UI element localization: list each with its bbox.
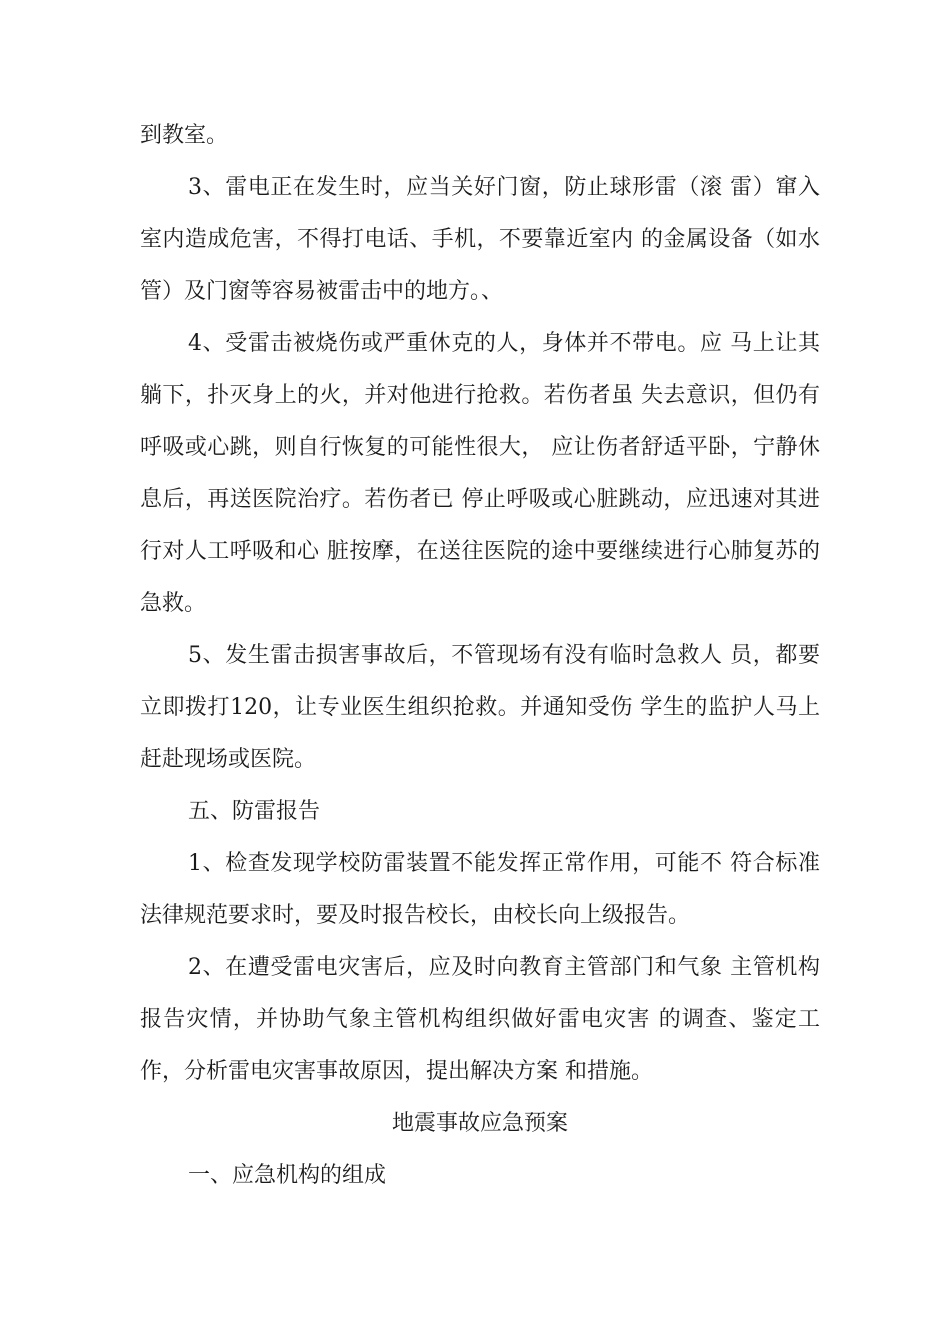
section-heading: 五、防雷报告 <box>188 799 321 824</box>
subheading: 一、应急机构的组成 <box>188 1163 387 1188</box>
paragraph-item-5: 5、发生雷击损害事故后，不管现场有没有临时急救人 员，都要立即拨打120，让专业医生组织抢救。并通知受伤 学生的监护人马上赶赴现场或医院。 <box>140 643 820 772</box>
paragraph-item-4: 4、受雷击被烧伤或严重休克的人，身体并不带电。应 马上让其躺下，扑灭身上的火，并对他进行抢救。若伤者虽 失去意识，但仍有呼吸或心跳，则自行恢复的可能性很大， 应让伤者舒适平卧，宁静休息后，再送医院治疗。若伤者已 停止呼吸或心脏跳动，应迅速对其进行对人工呼吸和心 脏按摩，在送往医院的途中要继续进行心肺复苏的急救。 <box>140 331 820 616</box>
report-paragraph-1: 1、检查发现学校防雷装置不能发挥正常作用，可能不 符合标准法律规范要求时，要及时报告校长，由校长向上级报告。 <box>140 851 820 928</box>
document-title: 地震事故应急预案 <box>391 1111 568 1136</box>
paragraph-continuation: 到教室。 <box>140 123 229 148</box>
report-paragraph-2: 2、在遭受雷电灾害后，应及时向教育主管部门和气象 主管机构报告灾情，并协助气象主管机构组织做好雷电灾害 的调查、鉴定工作，分析雷电灾害事故原因，提出解决方案 和措施。 <box>140 955 820 1084</box>
paragraph-item-3: 3、雷电正在发生时，应当关好门窗，防止球形雷（滚 雷）窜入室内造成危害，不得打电话、手机，不要靠近室内 的金属设备（如水管）及门窗等容易被雷击中的地方。、 <box>140 175 820 304</box>
document-body <box>140 110 820 1202</box>
